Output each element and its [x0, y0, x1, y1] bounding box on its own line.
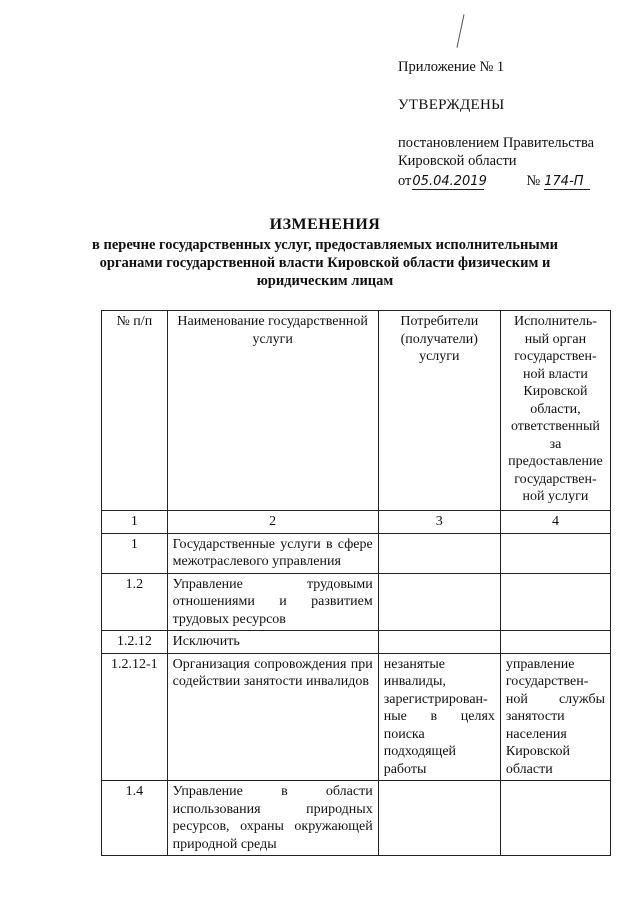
table-row: [102, 573, 611, 631]
appendix-label: Приложение № 1: [398, 59, 505, 75]
row-number: 1.2: [102, 573, 168, 631]
row-consumers: [378, 631, 500, 654]
number-prefix: №: [526, 173, 541, 189]
row-service-name: Исключить: [167, 631, 378, 654]
handwritten-number: 174-П: [544, 175, 590, 190]
row-number: 1.4: [102, 781, 168, 856]
row-service-name: Организация сопровождения при содействии занятости инвалидов: [167, 653, 378, 781]
row-executive-body: [500, 781, 610, 856]
row-executive-body: [500, 533, 610, 573]
handwritten-date: 05.04.2019: [412, 174, 487, 189]
decree-line-1: постановлением Правительства: [398, 135, 595, 151]
table-row: [102, 533, 611, 573]
table-row: [102, 631, 611, 654]
row-consumers: [378, 533, 500, 573]
date-prefix: от: [398, 173, 412, 189]
row-executive-body: [500, 631, 610, 654]
table-header-row: [102, 311, 611, 511]
row-number: 1: [102, 533, 168, 573]
header-service-name: Наименование государственной услуги: [167, 311, 378, 511]
document-title: [90, 216, 560, 290]
decree-date-number-line: [398, 172, 628, 190]
index-cell: 1: [102, 511, 168, 534]
row-consumers: [378, 573, 500, 631]
table-row: [102, 781, 611, 856]
title-main: ИЗМЕНЕНИЯ: [269, 216, 381, 233]
approved-label: УТВЕРЖДЕНЫ: [398, 97, 505, 113]
index-cell: 2: [167, 511, 378, 534]
decree-reference: [398, 134, 628, 190]
row-service-name: Государственные услуги в сфере межотраслевого управления: [167, 533, 378, 573]
row-number: 1.2.12-1: [102, 653, 168, 781]
row-executive-body: управление государствен-ной службы занятости населения Кировской области: [500, 653, 610, 781]
row-service-name: Управление трудовыми отношениями и развитием трудовых ресурсов: [167, 573, 378, 631]
approval-header: [398, 58, 628, 190]
row-executive-body: [500, 573, 610, 631]
title-subtitle: в перечне государственных услуг, предоставляемых исполнительными органами государственной власти Кировской области физическим и юридическим лицам: [92, 237, 558, 289]
row-consumers: незанятые инвалиды, зарегистрирован-ные в целях поиска подходящей работы: [378, 653, 500, 781]
index-cell: 4: [500, 511, 610, 534]
row-number: 1.2.12: [102, 631, 168, 654]
header-number: № п/п: [102, 311, 168, 511]
handwritten-mark: [456, 14, 464, 47]
row-service-name: Управление в области использования природных ресурсов, охраны окружающей природной среды: [167, 781, 378, 856]
decree-line-2: Кировской области: [398, 153, 517, 169]
row-consumers: [378, 781, 500, 856]
services-table: [101, 310, 611, 856]
header-consumers: Потребители (получатели) услуги: [378, 311, 500, 511]
header-executive-body: Исполнитель-ный орган государствен-ной власти Кировской области, ответственный за предоставление государствен-ной услуги: [500, 311, 610, 511]
index-cell: 3: [378, 511, 500, 534]
table-row: [102, 653, 611, 781]
table-index-row: [102, 511, 611, 534]
